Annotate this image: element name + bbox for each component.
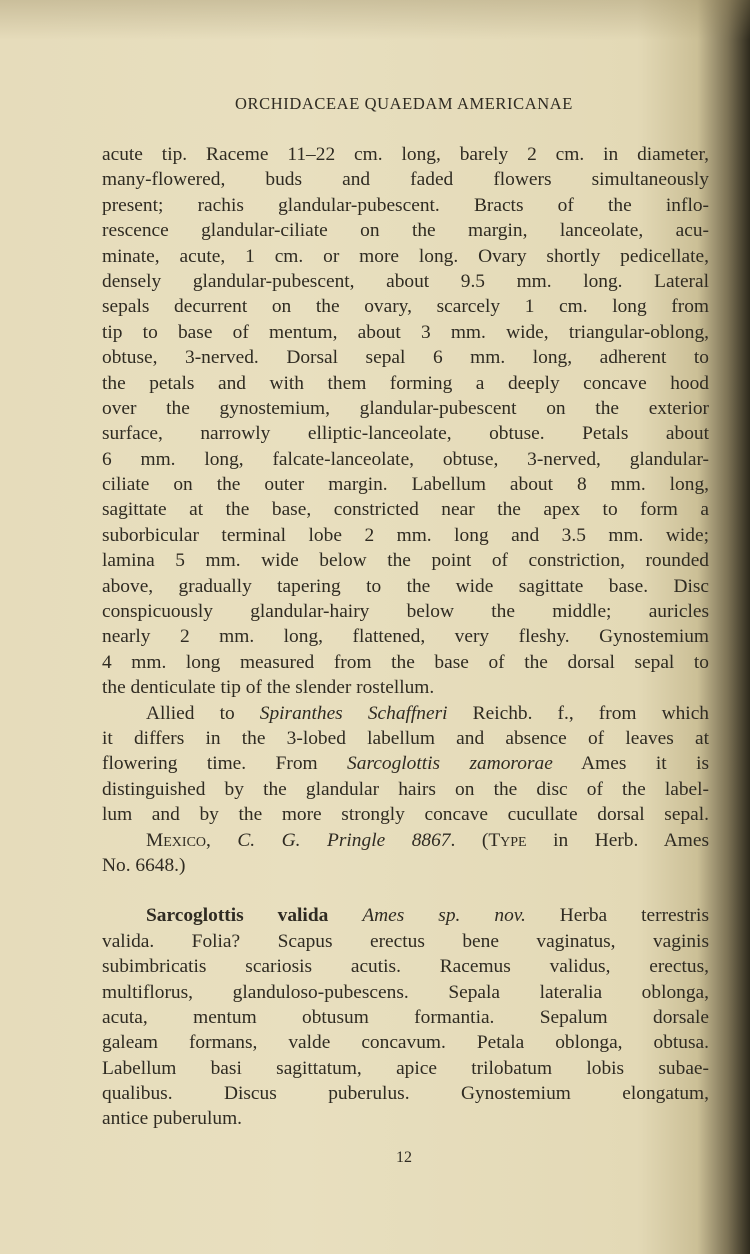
text-run: flowering time. From xyxy=(102,753,348,775)
text-line: obtuse, 3-nerved. Dorsal sepal 6 mm. long, adherent to xyxy=(102,347,709,369)
species-heading-line xyxy=(102,903,709,928)
text-line: it differs in the 3-lobed labellum and absence of leaves at xyxy=(102,727,709,749)
text-line: multiflorus, glanduloso-pubescens. Sepala lateralia oblonga, xyxy=(102,981,709,1003)
text-line: sepals decurrent on the ovary, scarcely 1 cm. long from xyxy=(102,296,709,318)
text-line: many-flowered, buds and faded flowers simultaneously xyxy=(102,169,709,191)
species-authority: Ames sp. nov. xyxy=(362,905,526,927)
body-text xyxy=(102,142,709,1132)
taxon-name: Spiranthes Schaffneri xyxy=(259,702,448,724)
text-line: above, gradually tapering to the wide sagittate base. Disc xyxy=(102,575,709,597)
text-line: nearly 2 mm. long, flattened, very fleshy. Gynostemium xyxy=(102,626,709,648)
text-line: the petals and with them forming a deeply concave hood xyxy=(102,372,709,394)
text-line: ciliate on the outer margin. Labellum about 8 mm. long, xyxy=(102,474,709,496)
text-run: , xyxy=(206,829,238,851)
text-run: Allied to xyxy=(146,702,260,724)
text-line xyxy=(102,701,709,726)
text-run: Herba terrestris xyxy=(525,905,709,927)
text-line: the denticulate tip of the slender rostellum. xyxy=(102,677,435,699)
text-line: Labellum basi sagittatum, apice trilobatum lobis subae- xyxy=(102,1057,709,1079)
running-header: ORCHIDACEAE QUAEDAM AMERICANAE xyxy=(235,94,573,113)
collector-name: C. G. Pringle 8867 xyxy=(237,829,451,851)
text-line: valida. Folia? Scapus erectus bene vaginatus, vaginis xyxy=(102,930,709,952)
paragraph-gap xyxy=(102,878,709,903)
text-line: tip to base of mentum, about 3 mm. wide, triangular-oblong, xyxy=(102,321,709,343)
text-run: . ( xyxy=(450,829,489,851)
text-line: minate, acute, 1 cm. or more long. Ovary shortly pedicellate, xyxy=(102,245,709,267)
species-name: Sarcoglottis valida xyxy=(146,905,329,927)
text-line: conspicuously glandular-hairy below the middle; auricles xyxy=(102,601,709,623)
text-line: No. 6648.) xyxy=(102,854,186,876)
text-line: surface, narrowly elliptic-lanceolate, obtuse. Petals about xyxy=(102,423,709,445)
text-line: lamina 5 mm. wide below the point of constriction, rounded xyxy=(102,550,709,572)
text-line: acuta, mentum obtusum formantia. Sepalum dorsale xyxy=(102,1006,709,1028)
text-line: 6 mm. long, falcate-lanceolate, obtuse, 3-nerved, glandular- xyxy=(102,448,709,470)
text-line: 4 mm. long measured from the base of the dorsal sepal to xyxy=(102,651,709,673)
text-line: suborbicular terminal lobe 2 mm. long and 3.5 mm. wide; xyxy=(102,524,709,546)
text-run: in Herb. Ames xyxy=(526,829,709,851)
type-label: Type xyxy=(488,829,527,851)
text-line: sagittate at the base, constricted near the apex to form a xyxy=(102,499,709,521)
text-line: acute tip. Raceme 11–22 cm. long, barely 2 cm. in diameter, xyxy=(102,144,709,165)
page-number: 12 xyxy=(396,1149,412,1166)
text-line: subimbricatis scariosis acutis. Racemus validus, erectus, xyxy=(102,956,709,978)
text-run: Ames it is xyxy=(552,753,710,775)
taxon-name: Sarcoglottis zamororae xyxy=(347,753,553,775)
text-line: galeam formans, valde concavum. Petala oblonga, obtusa. xyxy=(102,1032,709,1054)
specimen-citation xyxy=(102,828,709,853)
text-run: Reichb. f., from which xyxy=(447,702,709,724)
text-line: present; rachis glandular-pubescent. Bracts of the inflo- xyxy=(102,194,709,216)
country-name: Mexico xyxy=(146,829,207,851)
text-line: over the gynostemium, glandular-pubescent on the exterior xyxy=(102,397,709,419)
text-line: lum and by the more strongly concave cucullate dorsal sepal. xyxy=(102,804,709,826)
text-line: rescence glandular-ciliate on the margin, lanceolate, acu- xyxy=(102,220,709,242)
text-line: qualibus. Discus puberulus. Gynostemium elongatum, xyxy=(102,1083,709,1105)
text-line: antice puberulum. xyxy=(102,1108,242,1130)
text-line: distinguished by the glandular hairs on the disc of the label- xyxy=(102,778,709,800)
text-line xyxy=(102,751,709,776)
text-line: densely glandular-pubescent, about 9.5 mm. long. Lateral xyxy=(102,270,709,292)
page-shadow xyxy=(0,0,750,40)
